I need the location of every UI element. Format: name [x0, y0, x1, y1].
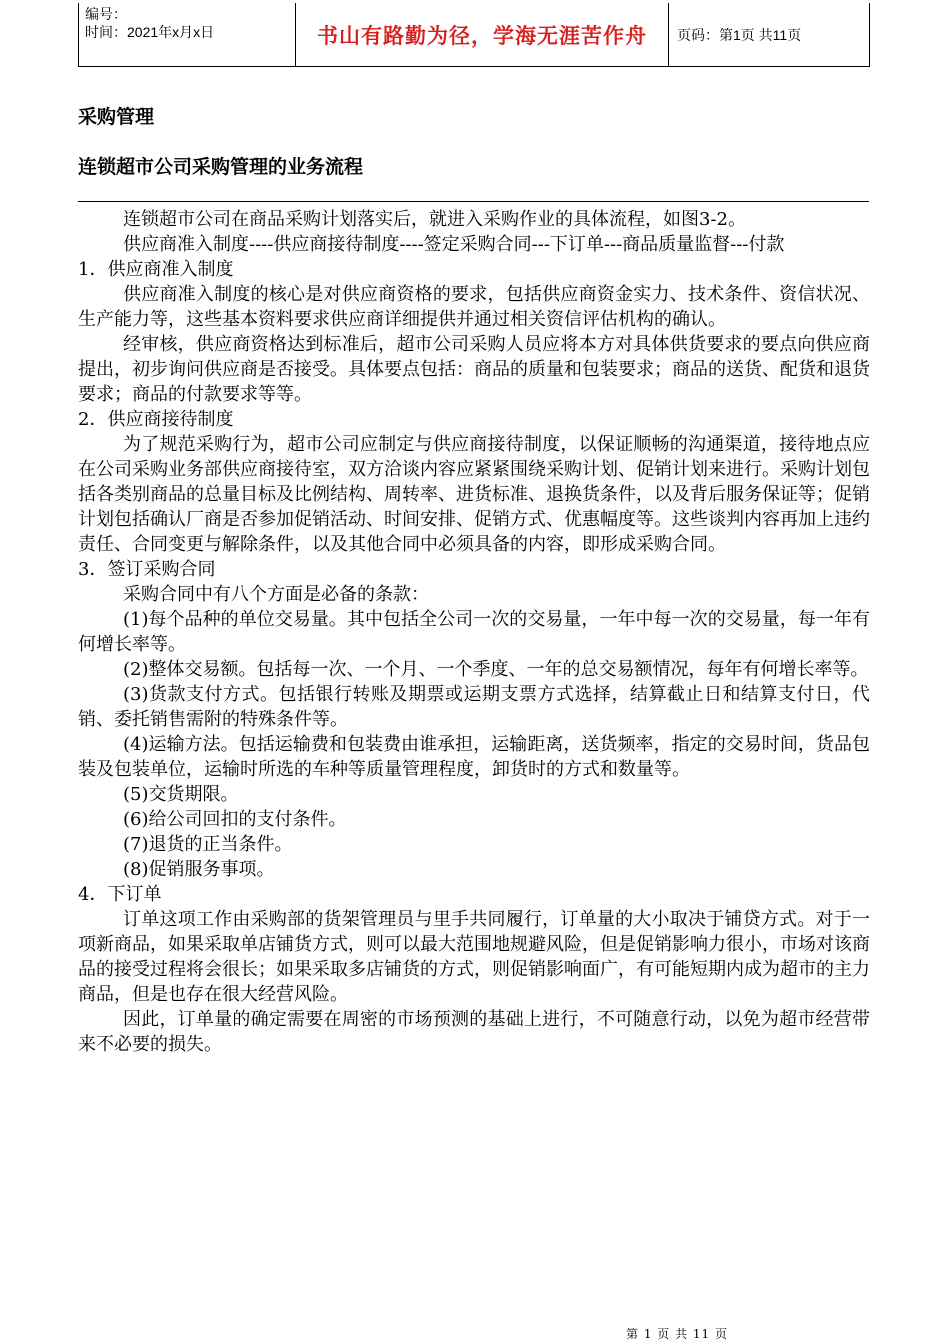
header-motto-cell — [296, 3, 669, 67]
body-paragraph: 供应商准入制度----供应商接待制度----签定采购合同---下订单---商品质量监督---付款 — [123, 234, 785, 255]
list-item: (6)给公司回扣的支付条件。 — [123, 809, 347, 830]
body-paragraph: 连锁超市公司在商品采购计划落实后，就进入采购作业的具体流程，如图3-2。 — [123, 209, 746, 230]
body-paragraph: 采购合同中有八个方面是必备的条款： — [123, 584, 429, 605]
document-title: 采购管理 — [78, 106, 155, 128]
section-heading: 3．签订采购合同 — [78, 559, 216, 580]
list-item: (1)每个品种的单位交易量。其中包括全公司一次的交易量，一年中每一次的交易量，每一年有何增长率等。 — [78, 609, 870, 655]
document-body — [78, 207, 870, 1057]
body-paragraph: 供应商准入制度的核心是对供应商资格的要求，包括供应商资金实力、技术条件、资信状况、生产能力等，这些基本资料要求供应商详细提供并通过相关资信评估机构的确认。 — [78, 284, 870, 330]
section-heading: 2．供应商接待制度 — [78, 409, 234, 430]
list-item: (3)货款支付方式。包括银行转账及期票或运期支票方式选择，结算截止日和结算支付日，代销、委托销售需附的特殊条件等。 — [78, 684, 870, 730]
header-page-number: 页码：第1页 共11页 — [677, 26, 802, 43]
body-paragraph: 因此，订单量的确定需要在周密的市场预测的基础上进行，不可随意行动，以免为超市经营带来不必要的损失。 — [78, 1009, 870, 1055]
list-item: (4)运输方法。包括运输费和包装费由谁承担，运输距离，送货频率，指定的交易时间，货品包装及包装单位，运输时所选的车种等质量管理程度，卸货时的方式和数量等。 — [78, 734, 870, 780]
list-item: (5)交货期限。 — [123, 784, 239, 805]
body-paragraph: 经审核，供应商资格达到标准后，超市公司采购人员应将本方对具体供货要求的要点向供应商提出，初步询问供应商是否接受。具体要点包括：商品的质量和包装要求；商品的送货、配货和退货要求；商品的付款要求等等。 — [78, 334, 870, 405]
page-footer: 第 1 页 共 11 页 — [626, 1327, 728, 1341]
list-item: (2)整体交易额。包括每一次、一个月、一个季度、一年的总交易额情况，每年有何增长率等。 — [123, 659, 869, 680]
document-date: 时间：2021年x月x日 — [85, 24, 215, 40]
header-meta — [79, 3, 296, 67]
document-number-label: 编号： — [85, 6, 127, 22]
section-heading: 4．下订单 — [78, 884, 162, 905]
body-paragraph: 为了规范采购行为，超市公司应制定与供应商接待制度，以保证顺畅的沟通渠道，接待地点应在公司采购业务部供应商接待室，双方洽谈内容应紧紧围绕采购计划、促销计划来进行。采购计划包括各类别商品的总量目标及比例结构、周转率、进货标准、退换货条件，以及背后服务保证等；促销计划包括确认厂商是否参加促销活动、时间安排、促销方式、优惠幅度等。这些谈判内容再加上违约责任、合同变更与解除条件，以及其他合同中必须具备的内容，即形成采购合同。 — [78, 434, 870, 555]
title-divider — [78, 201, 869, 202]
list-item: (7)退货的正当条件。 — [123, 834, 293, 855]
section-heading: 1．供应商准入制度 — [78, 259, 234, 280]
page-header — [78, 3, 870, 67]
header-page-cell — [669, 3, 870, 67]
body-paragraph: 订单这项工作由采购部的货架管理员与里手共同履行，订单量的大小取决于铺贷方式。对于一项新商品，如果采取单店铺货方式，则可以最大范围地规避风险，但是促销影响力很小，市场对该商品的接受过程将会很长；如果采取多店铺货的方式，则促销影响面广，有可能短期内成为超市的主力商品，但是也存在很大经营风险。 — [78, 909, 870, 1005]
list-item: (8)促销服务事项。 — [123, 859, 275, 880]
header-motto: 书山有路勤为径，学海无涯苦作舟 — [317, 23, 647, 48]
document-subtitle: 连锁超市公司采购管理的业务流程 — [78, 156, 364, 178]
